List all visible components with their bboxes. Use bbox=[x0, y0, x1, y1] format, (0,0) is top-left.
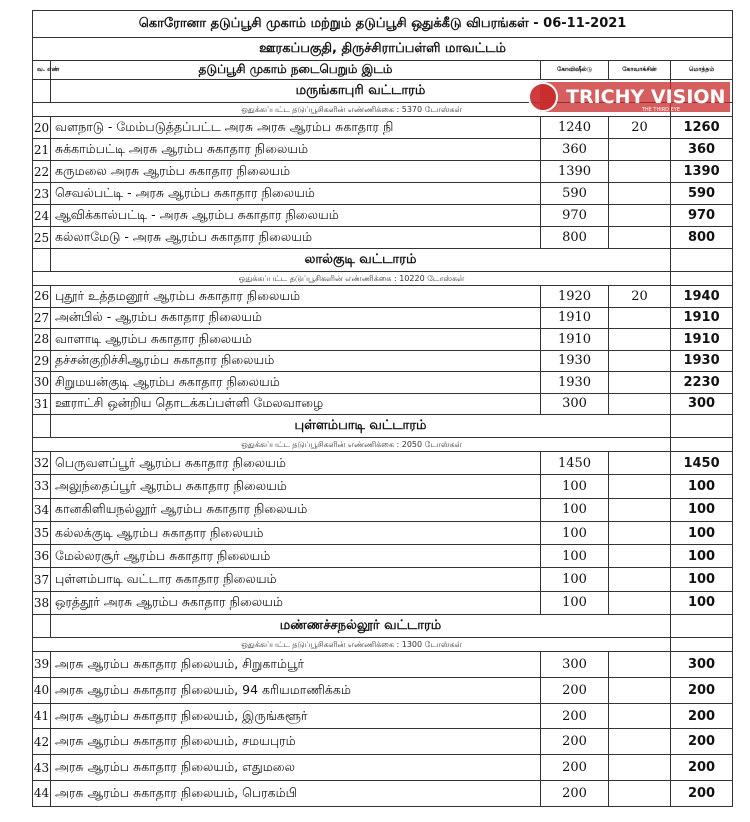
row-number: 38 bbox=[33, 591, 51, 614]
covaxin-doses bbox=[609, 545, 671, 568]
section-name: மண்ணச்சநல்லூர் வட்டாரம் bbox=[51, 615, 671, 638]
row-number: 33 bbox=[33, 475, 51, 498]
table-row bbox=[33, 117, 733, 139]
watermark-tagline: THE THIRD EYE bbox=[641, 107, 680, 113]
vaccination-schedule-document bbox=[32, 10, 732, 807]
covishield-doses: 1930 bbox=[541, 350, 609, 372]
covishield-doses: 300 bbox=[541, 393, 609, 415]
camp-location: வாளாடி ஆரம்ப சுகாதார நிலையம் bbox=[51, 329, 541, 351]
covaxin-doses bbox=[609, 755, 671, 781]
camp-location: அரசு ஆரம்ப சுகாதார நிலையம், இருங்களூர் bbox=[51, 703, 541, 729]
total-doses: 100 bbox=[671, 498, 733, 521]
table-row bbox=[33, 139, 733, 161]
covaxin-doses bbox=[609, 568, 671, 591]
camp-location: தச்சன்குறிச்சிஆரம்ப சுகாதார நிலையம் bbox=[51, 350, 541, 372]
covaxin-doses bbox=[609, 393, 671, 415]
row-number: 37 bbox=[33, 568, 51, 591]
total-doses: 100 bbox=[671, 475, 733, 498]
covishield-doses: 100 bbox=[541, 475, 609, 498]
total-doses: 1260 bbox=[671, 117, 733, 139]
covaxin-doses bbox=[609, 677, 671, 703]
total-doses: 300 bbox=[671, 652, 733, 678]
covaxin-doses bbox=[609, 452, 671, 475]
section-name: புள்ளம்பாடி வட்டாரம் bbox=[51, 415, 671, 438]
table-row bbox=[33, 286, 733, 308]
camp-location: அரசு ஆரம்ப சுகாதார நிலையம், சிறுகாம்பூர் bbox=[51, 652, 541, 678]
table-row bbox=[33, 677, 733, 703]
empty-cell bbox=[33, 615, 51, 638]
camp-location: சுக்காம்பட்டி அரசு ஆரம்ப சுகாதார நிலையம் bbox=[51, 139, 541, 161]
covishield-doses: 100 bbox=[541, 591, 609, 614]
camp-location: அரசு ஆரம்ப சுகாதார நிலையம், பெரகம்பி bbox=[51, 781, 541, 807]
row-number: 43 bbox=[33, 755, 51, 781]
empty-cell bbox=[671, 615, 733, 638]
covishield-doses: 200 bbox=[541, 677, 609, 703]
covishield-doses: 1920 bbox=[541, 286, 609, 308]
covaxin-doses bbox=[609, 183, 671, 205]
row-number: 40 bbox=[33, 677, 51, 703]
camp-location: மேல்லரசூர் ஆரம்ப சுகாதார நிலையம் bbox=[51, 545, 541, 568]
row-number: 31 bbox=[33, 393, 51, 415]
row-number: 36 bbox=[33, 545, 51, 568]
header-covaxin: கோவாக்சின் bbox=[609, 61, 671, 80]
camp-location: வளநாடு - மேம்படுத்தப்பட்ட அரசு அரசு ஆரம்ப சுகாதார நி bbox=[51, 117, 541, 139]
covaxin-doses bbox=[609, 205, 671, 227]
empty-cell bbox=[33, 80, 51, 103]
total-doses: 200 bbox=[671, 781, 733, 807]
table-row bbox=[33, 568, 733, 591]
covaxin-doses bbox=[609, 227, 671, 249]
watermark-text: TRICHY VISION bbox=[566, 86, 726, 108]
camp-location: அலுந்தைப்பூர் ஆரம்ப சுகாதார நிலையம் bbox=[51, 475, 541, 498]
total-doses: 200 bbox=[671, 677, 733, 703]
row-number: 22 bbox=[33, 161, 51, 183]
covishield-doses: 1930 bbox=[541, 372, 609, 394]
allocation-note: ஒதுக்கப்பட்ட தடுப்பூசிகளின் எண்ணிக்கை : 2050 டோஸ்கள் bbox=[33, 438, 671, 452]
empty-cell bbox=[671, 438, 733, 452]
total-doses: 200 bbox=[671, 729, 733, 755]
empty-cell bbox=[671, 638, 733, 652]
total-doses: 100 bbox=[671, 591, 733, 614]
camp-location: கல்லக்குடி ஆரம்ப சுகாதார நிலையம் bbox=[51, 521, 541, 544]
covishield-doses: 1390 bbox=[541, 161, 609, 183]
header-place: தடுப்பூசி முகாம் நடைபெறும் இடம் bbox=[51, 61, 541, 80]
document-subtitle: ஊரகப்பகுதி, திருச்சிராப்பள்ளி மாவட்டம் bbox=[33, 38, 733, 61]
row-number: 41 bbox=[33, 703, 51, 729]
allocation-note: ஒதுக்கப்பட்ட தடுப்பூசிகளின் எண்ணிக்கை : 10220 டோஸ்கள் bbox=[33, 272, 671, 286]
camp-location: புதூர் உத்தமனூர் ஆரம்ப சுகாதார நிலையம் bbox=[51, 286, 541, 308]
row-number: 23 bbox=[33, 183, 51, 205]
total-doses: 1930 bbox=[671, 350, 733, 372]
covaxin-doses: 20 bbox=[609, 117, 671, 139]
covaxin-doses bbox=[609, 729, 671, 755]
covaxin-doses bbox=[609, 161, 671, 183]
camp-location: ஊராட்சி ஒன்றிய தொடக்கப்பள்ளி மேலவாழை bbox=[51, 393, 541, 415]
empty-cell bbox=[671, 272, 733, 286]
empty-cell bbox=[33, 249, 51, 272]
table-row bbox=[33, 161, 733, 183]
covishield-doses: 800 bbox=[541, 227, 609, 249]
covaxin-doses: 20 bbox=[609, 286, 671, 308]
empty-cell bbox=[33, 415, 51, 438]
total-doses: 200 bbox=[671, 703, 733, 729]
covishield-doses: 970 bbox=[541, 205, 609, 227]
covishield-doses: 100 bbox=[541, 521, 609, 544]
camp-location: அரசு ஆரம்ப சுகாதார நிலையம், சமயபுரம் bbox=[51, 729, 541, 755]
section-name: லால்குடி வட்டாரம் bbox=[51, 249, 671, 272]
covaxin-doses bbox=[609, 703, 671, 729]
covishield-doses: 200 bbox=[541, 755, 609, 781]
camp-location: அன்பில் - ஆரம்ப சுகாதார நிலையம் bbox=[51, 307, 541, 329]
section-header bbox=[33, 249, 733, 272]
camp-location: சிறுமயன்குடி ஆரம்ப சுகாதார நிலையம் bbox=[51, 372, 541, 394]
empty-cell bbox=[671, 415, 733, 438]
covishield-doses: 100 bbox=[541, 568, 609, 591]
covaxin-doses bbox=[609, 307, 671, 329]
total-doses: 1940 bbox=[671, 286, 733, 308]
total-doses: 1450 bbox=[671, 452, 733, 475]
covaxin-doses bbox=[609, 498, 671, 521]
table-row bbox=[33, 183, 733, 205]
allocation-note-row bbox=[33, 272, 733, 286]
table-row bbox=[33, 329, 733, 351]
row-number: 25 bbox=[33, 227, 51, 249]
row-number: 32 bbox=[33, 452, 51, 475]
table-row bbox=[33, 545, 733, 568]
total-doses: 100 bbox=[671, 545, 733, 568]
covishield-doses: 200 bbox=[541, 703, 609, 729]
document-title: கொரோனா தடுப்பூசி முகாம் மற்றும் தடுப்பூசி ஒதுக்கீடு விபரங்கள் - 06-11-2021 bbox=[33, 11, 733, 38]
row-number: 24 bbox=[33, 205, 51, 227]
covishield-doses: 300 bbox=[541, 652, 609, 678]
covishield-doses: 100 bbox=[541, 545, 609, 568]
table-row bbox=[33, 498, 733, 521]
vaccine-allocation-table bbox=[32, 10, 733, 807]
total-doses: 360 bbox=[671, 139, 733, 161]
table-row bbox=[33, 703, 733, 729]
table-row bbox=[33, 729, 733, 755]
covishield-doses: 1910 bbox=[541, 307, 609, 329]
covishield-doses: 200 bbox=[541, 781, 609, 807]
covaxin-doses bbox=[609, 591, 671, 614]
table-row bbox=[33, 591, 733, 614]
header-covishield: கோவிஷீல்டு bbox=[541, 61, 609, 80]
table-row bbox=[33, 205, 733, 227]
total-doses: 300 bbox=[671, 393, 733, 415]
table-row bbox=[33, 227, 733, 249]
table-row bbox=[33, 755, 733, 781]
section-header bbox=[33, 415, 733, 438]
covaxin-doses bbox=[609, 781, 671, 807]
row-number: 44 bbox=[33, 781, 51, 807]
row-number: 29 bbox=[33, 350, 51, 372]
total-doses: 100 bbox=[671, 521, 733, 544]
covaxin-doses bbox=[609, 329, 671, 351]
total-doses: 100 bbox=[671, 568, 733, 591]
trichy-vision-watermark bbox=[540, 82, 730, 112]
trichy-vision-logo-icon bbox=[528, 82, 558, 112]
camp-location: அரசு ஆரம்ப சுகாதார நிலையம், எதுமலை bbox=[51, 755, 541, 781]
total-doses: 200 bbox=[671, 755, 733, 781]
table-row bbox=[33, 452, 733, 475]
row-number: 34 bbox=[33, 498, 51, 521]
covaxin-doses bbox=[609, 652, 671, 678]
covishield-doses: 1450 bbox=[541, 452, 609, 475]
header-num: வ. எண் bbox=[33, 61, 51, 80]
row-number: 39 bbox=[33, 652, 51, 678]
row-number: 35 bbox=[33, 521, 51, 544]
camp-location: ஆவிக்கால்பட்டி - அரசு ஆரம்ப சுகாதார நிலையம் bbox=[51, 205, 541, 227]
table-row bbox=[33, 475, 733, 498]
section-name: மருங்காபுரி வட்டாரம் bbox=[51, 80, 671, 103]
table-row bbox=[33, 393, 733, 415]
table-row bbox=[33, 521, 733, 544]
header-total: மொத்தம் bbox=[671, 61, 733, 80]
allocation-note-row bbox=[33, 438, 733, 452]
covaxin-doses bbox=[609, 372, 671, 394]
covaxin-doses bbox=[609, 139, 671, 161]
table-row bbox=[33, 307, 733, 329]
camp-location: செவல்பட்டி - அரசு ஆரம்ப சுகாதார நிலையம் bbox=[51, 183, 541, 205]
total-doses: 1910 bbox=[671, 329, 733, 351]
table-row bbox=[33, 372, 733, 394]
covishield-doses: 100 bbox=[541, 498, 609, 521]
row-number: 21 bbox=[33, 139, 51, 161]
allocation-note: ஒதுக்கப்பட்ட தடுப்பூசிகளின் எண்ணிக்கை : 1300 டோஸ்கள் bbox=[33, 638, 671, 652]
covishield-doses: 590 bbox=[541, 183, 609, 205]
empty-cell bbox=[671, 249, 733, 272]
total-doses: 590 bbox=[671, 183, 733, 205]
total-doses: 1390 bbox=[671, 161, 733, 183]
table-row bbox=[33, 350, 733, 372]
camp-location: கருமலை அரசு ஆரம்ப சுகாதார நிலையம் bbox=[51, 161, 541, 183]
row-number: 28 bbox=[33, 329, 51, 351]
table-row bbox=[33, 652, 733, 678]
table-header bbox=[33, 61, 733, 80]
total-doses: 2230 bbox=[671, 372, 733, 394]
total-doses: 970 bbox=[671, 205, 733, 227]
total-doses: 1910 bbox=[671, 307, 733, 329]
table-row bbox=[33, 781, 733, 807]
camp-location: கல்லாமேடு - அரசு ஆரம்ப சுகாதார நிலையம் bbox=[51, 227, 541, 249]
row-number: 20 bbox=[33, 117, 51, 139]
covishield-doses: 200 bbox=[541, 729, 609, 755]
allocation-note: ஒதுக்கப்பட்ட தடுப்பூசிகளின் எண்ணிக்கை : 5370 டோஸ்கள் bbox=[33, 103, 671, 117]
covishield-doses: 360 bbox=[541, 139, 609, 161]
camp-location: ஒரத்தூர் அரசு ஆரம்ப சுகாதார நிலையம் bbox=[51, 591, 541, 614]
total-doses: 800 bbox=[671, 227, 733, 249]
camp-location: அரசு ஆரம்ப சுகாதார நிலையம், 94 கரியமாணிக்கம் bbox=[51, 677, 541, 703]
camp-location: பெருவளப்பூர் ஆரம்ப சுகாதார நிலையம் bbox=[51, 452, 541, 475]
row-number: 26 bbox=[33, 286, 51, 308]
covaxin-doses bbox=[609, 521, 671, 544]
row-number: 42 bbox=[33, 729, 51, 755]
covishield-doses: 1910 bbox=[541, 329, 609, 351]
covaxin-doses bbox=[609, 350, 671, 372]
camp-location: புள்ளம்பாடி வட்டார சுகாதார நிலையம் bbox=[51, 568, 541, 591]
covaxin-doses bbox=[609, 475, 671, 498]
allocation-note-row bbox=[33, 638, 733, 652]
row-number: 27 bbox=[33, 307, 51, 329]
camp-location: கானகிளியநல்லூர் ஆரம்ப சுகாதார நிலையம் bbox=[51, 498, 541, 521]
covishield-doses: 1240 bbox=[541, 117, 609, 139]
section-header bbox=[33, 615, 733, 638]
row-number: 30 bbox=[33, 372, 51, 394]
